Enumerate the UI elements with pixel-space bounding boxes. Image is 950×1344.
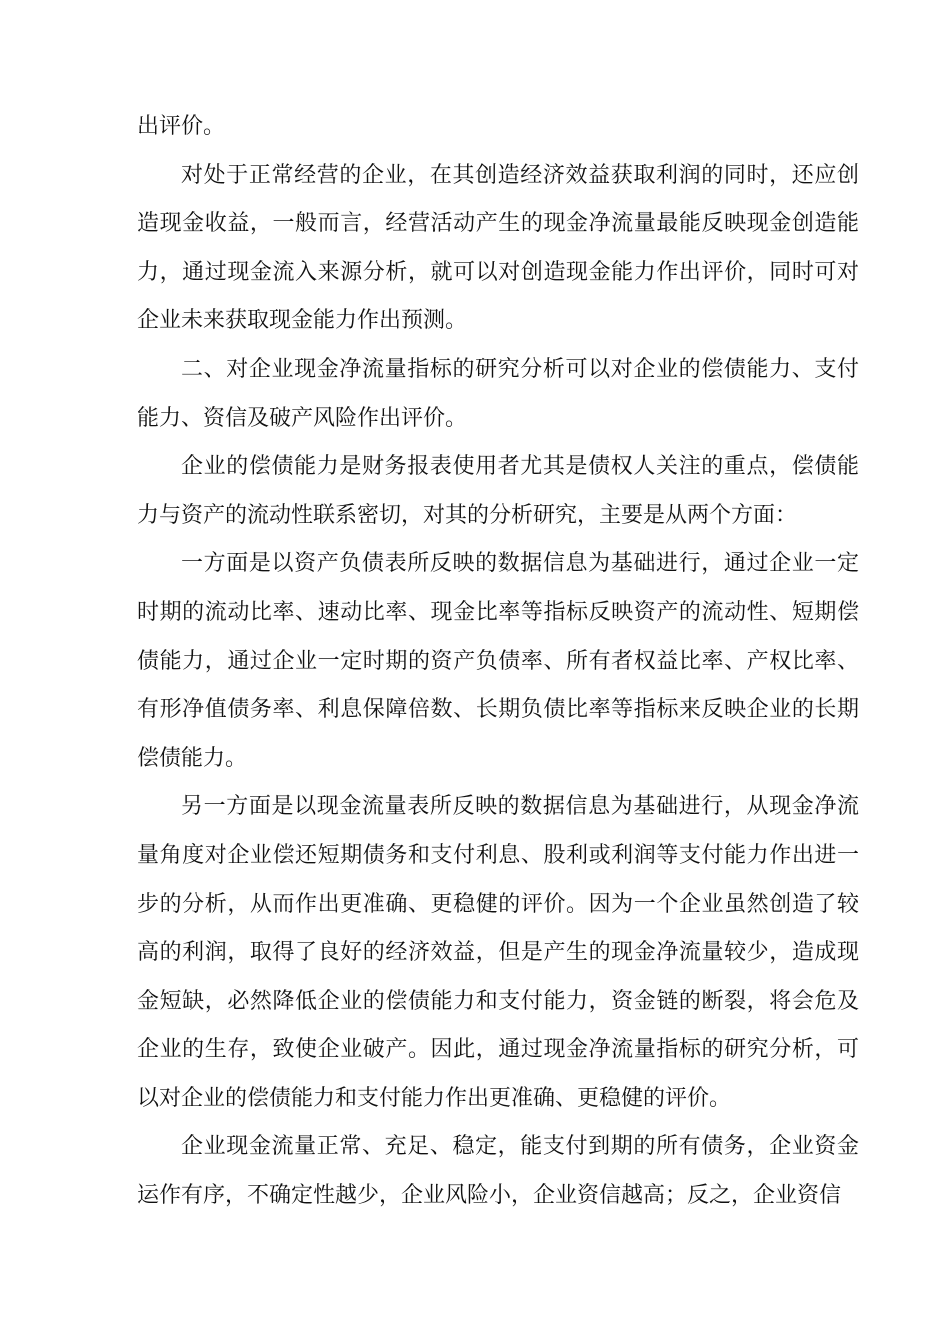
paragraph-balance-sheet-analysis: 一方面是以资产负债表所反映的数据信息为基础进行，通过企业一定时期的流动比率、速动比率、现金比率等指标反映资产的流动性、短期偿债能力，通过企业一定时期的资产负债率、所有者权益比率、产权比率、有形净值债务率、利息保障倍数、长期负债比率等指标来反映企业的长期偿债能力。 [137,551,859,771]
paragraph-credit-risk: 企业现金流量正常、充足、稳定，能支付到期的所有债务，企业资金运作有序，不确定性越少，企业风险小，企业资信越高；反之，企业资信 [137,1134,859,1209]
document-body [137,103,859,1221]
paragraph-cash-flow-analysis: 另一方面是以现金流量表所反映的数据信息为基础进行，从现金净流量角度对企业偿还短期债务和支付利息、股利或利润等支付能力作出进一步的分析，从而作出更准确、更稳健的评价。因为一个企业虽然创造了较高的利润，取得了良好的经济效益，但是产生的现金净流量较少，造成现金短缺，必然降低企业的偿债能力和支付能力，资金链的断裂，将会危及企业的生存，致使企业破产。因此，通过现金净流量指标的研究分析，可以对企业的偿债能力和支付能力作出更准确、更稳健的评价。 [137,794,859,1111]
paragraph-operating-cash: 对处于正常经营的企业，在其创造经济效益获取利润的同时，还应创造现金收益，一般而言，经营活动产生的现金净流量最能反映现金创造能力，通过现金流入来源分析，就可以对创造现金能力作出评价，同时可对企业未来获取现金能力作出预测。 [137,162,859,334]
paragraph-section-heading-2: 二、对企业现金净流量指标的研究分析可以对企业的偿债能力、支付能力、资信及破产风险作出评价。 [137,356,859,431]
paragraph-solvency-focus: 企业的偿债能力是财务报表使用者尤其是债权人关注的重点，偿债能力与资产的流动性联系密切，对其的分析研究，主要是从两个方面： [137,454,859,528]
paragraph-continuation: 出评价。 [137,114,226,139]
